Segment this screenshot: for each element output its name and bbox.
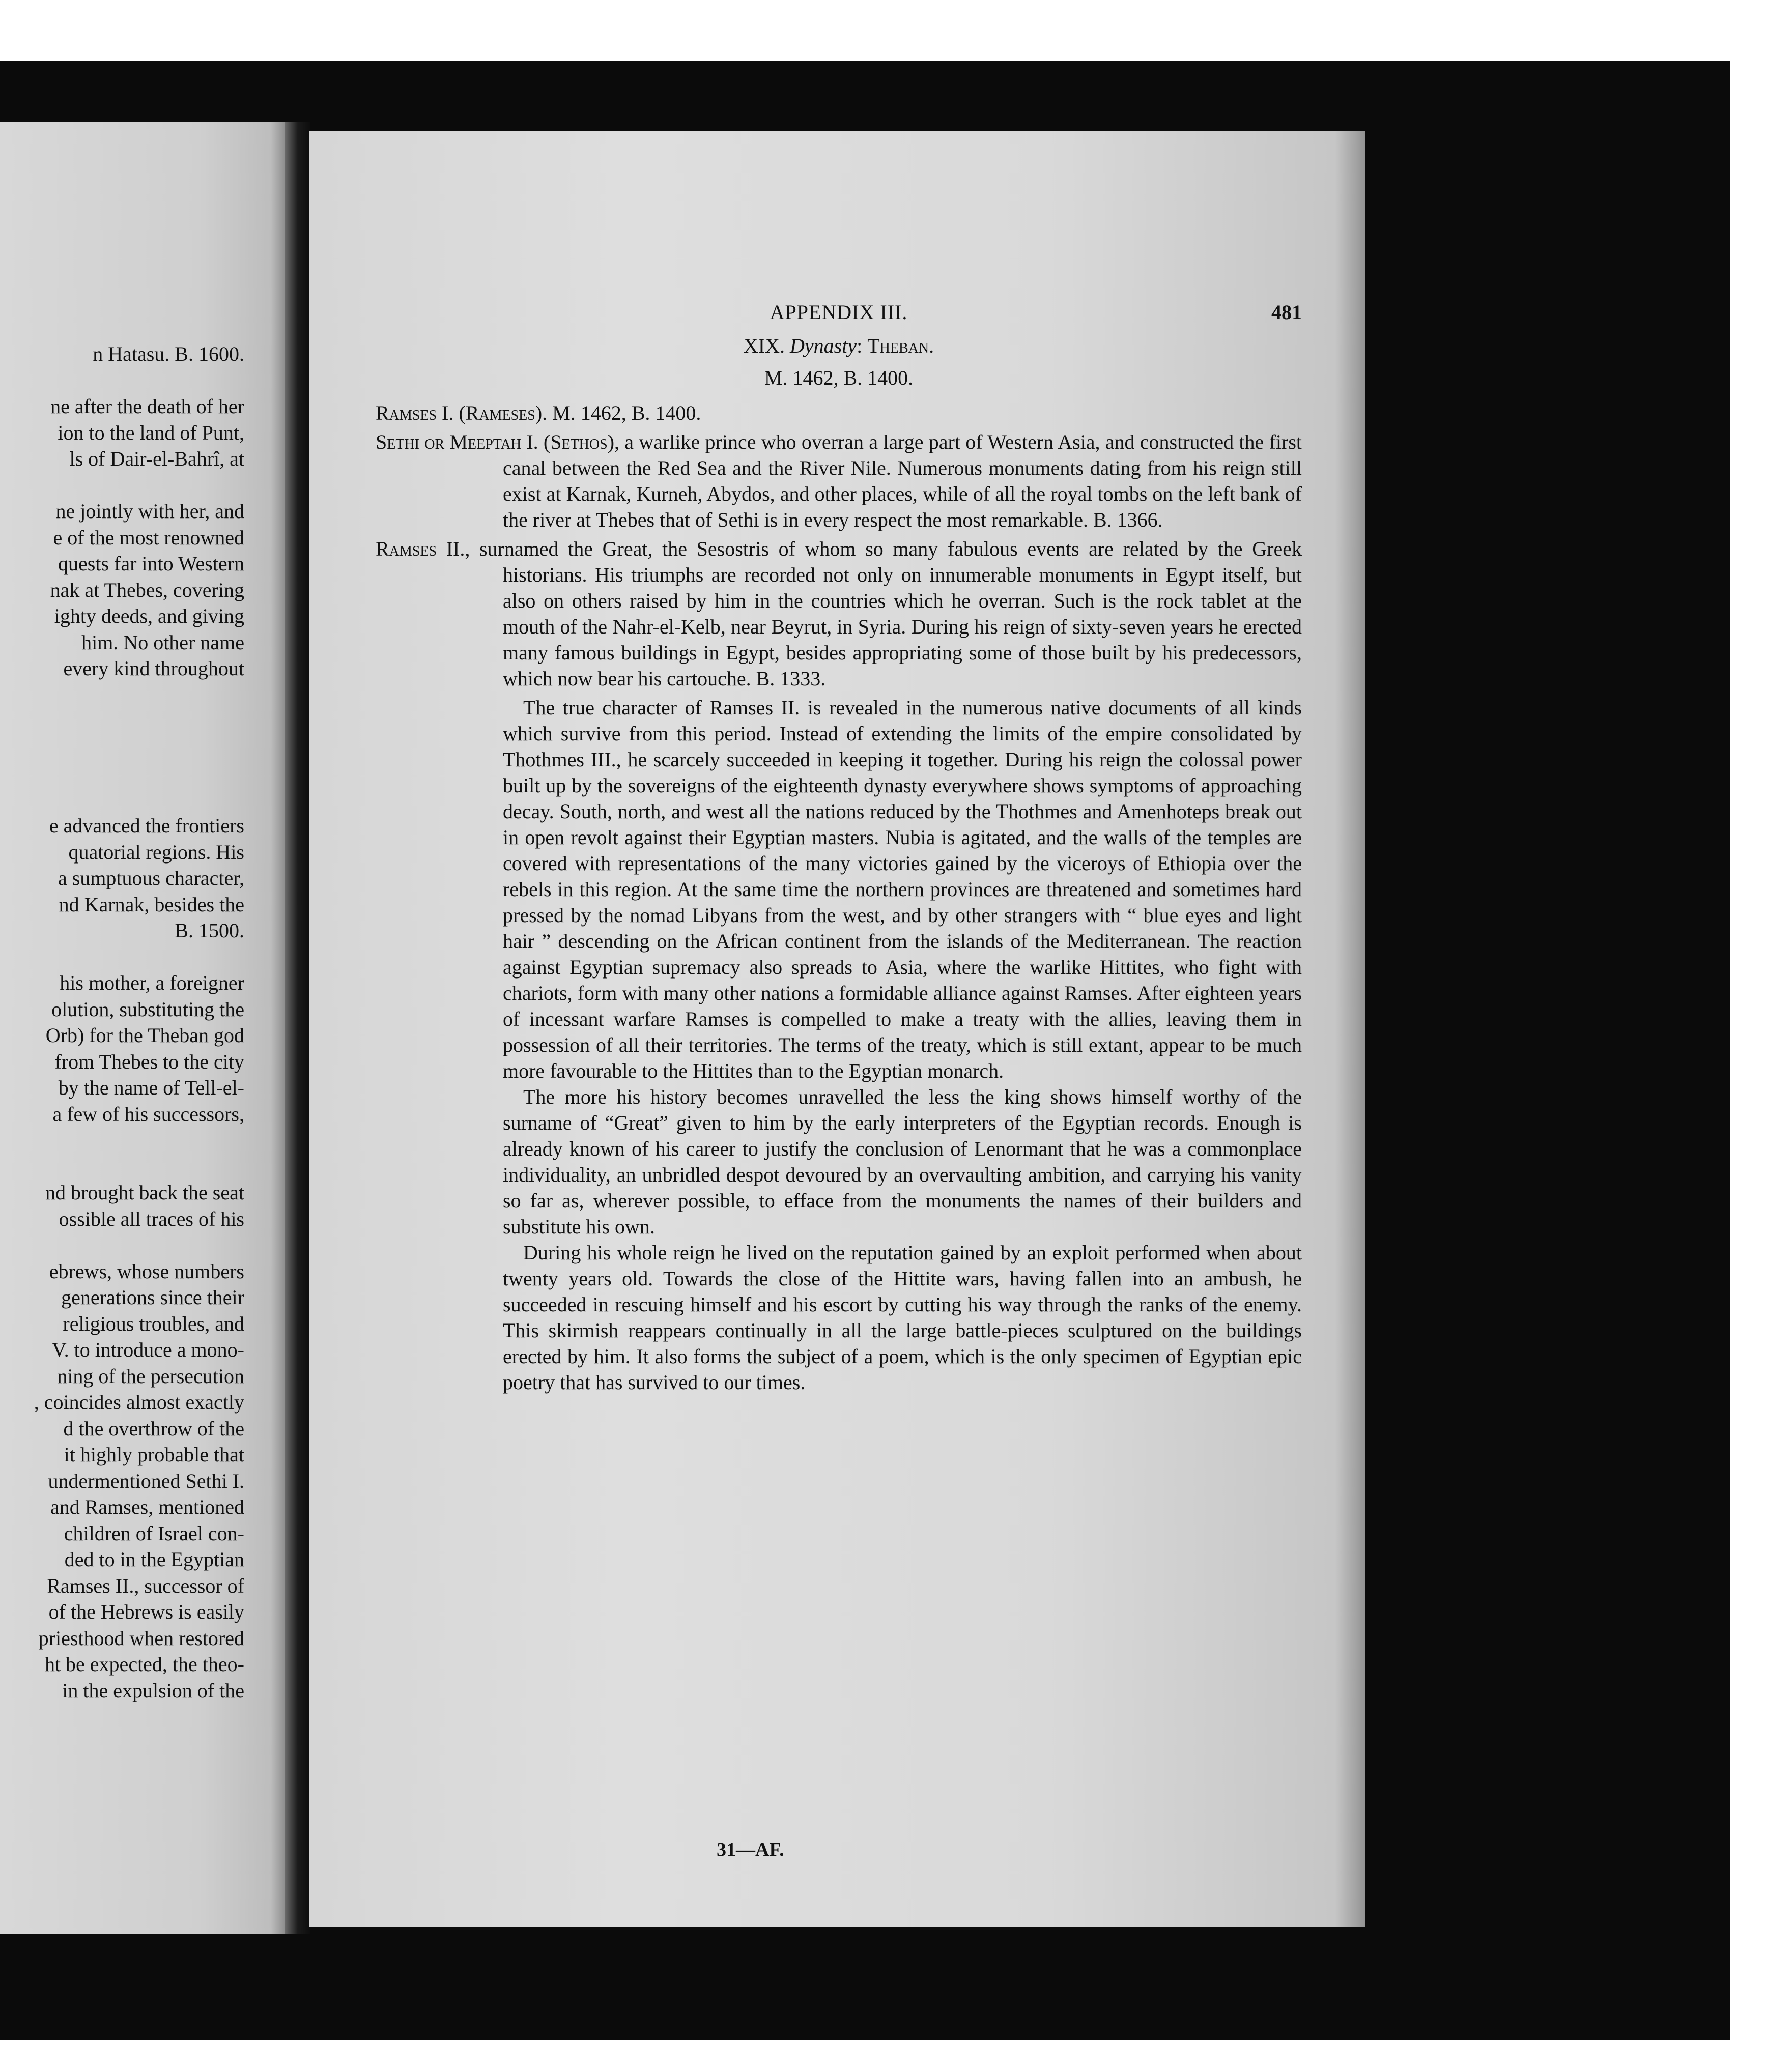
- left-page-line: [0, 734, 244, 761]
- left-page-line: Orb) for the Theban god: [45, 1024, 244, 1047]
- left-page-line: ls of Dair-el-Bahrî, at: [69, 447, 244, 470]
- left-page-line: every kind throughout: [63, 657, 244, 680]
- left-page-line: a few of his successors,: [52, 1102, 244, 1126]
- left-page-line: [0, 1127, 244, 1154]
- page-edge-shadow: [1335, 131, 1365, 1927]
- left-page-line: and Ramses, mentioned: [50, 1495, 244, 1518]
- left-page-line: [0, 367, 244, 394]
- left-page-line: ebrews, whose numbers: [49, 1259, 244, 1283]
- left-page-line: ne after the death of her: [50, 395, 244, 418]
- printer-signature: 31—AF.: [717, 1839, 784, 1860]
- left-page-line: d the overthrow of the: [63, 1417, 244, 1440]
- left-page-line: nd Karnak, besides the: [59, 893, 244, 916]
- page-number: 481: [1271, 301, 1302, 324]
- running-head: [376, 299, 1302, 330]
- left-page-line: quatorial regions. His: [68, 840, 244, 864]
- left-page-line: [0, 682, 244, 708]
- left-page-line: B. 1500.: [175, 919, 244, 942]
- left-page-line: a sumptuous character,: [58, 867, 244, 889]
- right-page: [309, 131, 1365, 1927]
- running-head-title: APPENDIX III.: [770, 301, 908, 324]
- king-description: surnamed the Great, the Sesostris of whom so many fabulous events are related by the Greek historians. His triumphs are recorded not only on innumerable monuments in Egypt itself, but also on others raised by him in the countries which he overran. Such is the rock tablet at the mouth of the Nahr-el-Kelb, near Beyrut, in Syria. During his reign of sixty-seven years he erected many famous buildings in Egypt, besides appropriating some of those built by his predecessors, which now bear his cartouche. B. 1333.: [470, 537, 1302, 690]
- king-description: M. 1462, B. 1400.: [547, 401, 701, 424]
- left-page-line: ht be expected, the theo-: [44, 1653, 244, 1676]
- left-page-line: [0, 472, 244, 499]
- left-page-line: V. to introduce a mono-: [51, 1338, 244, 1361]
- left-page-line: ossible all traces of his: [59, 1207, 244, 1230]
- left-page-line: e advanced the frontiers: [49, 814, 244, 837]
- left-page-lines: [0, 341, 244, 1704]
- left-page-line: nd brought back the seat: [45, 1181, 244, 1204]
- king-entries: [376, 400, 1302, 692]
- left-page-line: of the Hebrews is easily: [48, 1600, 244, 1623]
- left-page-line: n Hatasu. B. 1600.: [93, 342, 244, 365]
- body-paragraph: During his whole reign he lived on the reputation gained by an exploit performed when about twenty years old. Towards the close of the Hittite wars, having fallen into an ambush, he succeeded in rescuing himself and his escort by cutting his way through the ranks of the enemy. This skirmish reappears continually in all the large battle-pieces sculptured on the buildings erected by him. It also forms the subject of a poem, which is the only specimen of Egyptian epic poetry that has survived to our times.: [503, 1241, 1302, 1394]
- left-page-line: his mother, a foreigner: [60, 971, 244, 994]
- left-page-line: , coincides almost exactly: [34, 1391, 244, 1414]
- king-name: Sethi or Meeptah I. (Sethos),: [376, 430, 620, 453]
- king-name: Ramses II.,: [376, 537, 470, 560]
- king-entry: [376, 400, 1302, 426]
- left-page-line: ighty deeds, and giving: [54, 605, 244, 627]
- left-page-line: ion to the land of Punt,: [58, 421, 244, 444]
- body-paragraph: The more his history becomes unravelled the less the king shows himself worthy of the surname of “Great” given to him by the early interpreters of the Egyptian records. Enough is already known of his career to justify the conclusion of Lenormant that he was a commonplace individuality, an unbridled despot devoured by an overvaulting ambition, and carrying his vanity so far as, wherever possible, to efface from the monuments the names of their builders and substitute his own.: [503, 1085, 1302, 1238]
- dynasty-name: Theban.: [867, 334, 934, 357]
- left-page-line: e of the most renowned: [53, 526, 244, 549]
- left-page-line: [0, 1232, 244, 1258]
- left-page-line: Ramses II., successor of: [47, 1574, 244, 1597]
- body-paragraphs: [376, 695, 1302, 1395]
- book-gutter: [285, 122, 310, 1934]
- left-page-line: [0, 708, 244, 734]
- left-page-line: priesthood when restored: [38, 1626, 244, 1650]
- left-page-line: generations since their: [61, 1286, 244, 1309]
- left-page-line: undermentioned Sethi I.: [48, 1469, 244, 1492]
- king-entry: [376, 429, 1302, 533]
- left-page-line: [0, 1154, 244, 1180]
- left-page-line: ded to in the Egyptian: [64, 1548, 244, 1571]
- left-page-line: by the name of Tell-el-: [58, 1076, 244, 1099]
- left-page-line: in the expulsion of the: [62, 1679, 244, 1702]
- left-page-line: [0, 760, 244, 787]
- left-page-line: religious troubles, and: [63, 1312, 244, 1335]
- left-page-line: nak at Thebes, covering: [50, 578, 244, 601]
- left-page-line: ning of the persecution: [57, 1364, 244, 1388]
- left-page-line: him. No other name: [81, 630, 244, 654]
- king-name: Ramses I. (Rameses).: [376, 401, 548, 424]
- left-page-line: olution, substituting the: [51, 997, 244, 1021]
- left-page-line: from Thebes to the city: [54, 1050, 244, 1073]
- page-body: [376, 299, 1302, 1395]
- left-page-fragment: [0, 122, 285, 1934]
- king-description: a warlike prince who overran a large part of Western Asia, and constructed the first canal between the Red Sea and the River Nile. Numerous monuments dating from his reign still exist at Karnak, Kurneh, Abydos, and other places, while of all the royal tombs on the left bank of the river at Thebes that of Sethi is in every respect the most remarkable. B. 1366.: [503, 430, 1302, 531]
- dynasty-dates: M. 1462, B. 1400.: [764, 366, 914, 389]
- left-page-line: [0, 787, 244, 813]
- king-entry: [376, 536, 1302, 692]
- dynasty-heading: XIX. Dynasty: Theban.: [743, 334, 934, 357]
- left-page-line: ne jointly with her, and: [55, 500, 244, 523]
- body-paragraph: The true character of Ramses II. is revealed in the numerous native documents of all kinds which survive from this period. Instead of extending the limits of the empire consolidated by Thothmes III., he scarcely succeeded in keeping it together. During his reign the colossal power built up by the sovereigns of the eighteenth dynasty everywhere shows symptoms of approaching decay. South, north, and west all the nations reduced by the Thothmes and Amenhoteps break out in open revolt against their Egyptian masters. Nubia is agitated, and the walls of the temples are covered with representations of the many victories gained by the viceroys of Ethiopia over the rebels in this region. At the same time the northern provinces are threatened and sometimes hard pressed by the nomad Libyans from the west, and by other strangers with “ blue eyes and light hair ” descending on the African continent from the islands of the Mediterranean. The reaction against Egyptian supremacy also spreads to Asia, where the warlike Hittites, who fight with chariots, form with many other nations a formidable alliance against Ramses. After eighteen years of incessant warfare Ramses is compelled to make a treaty with the allies, leaving them in possession of all their territories. The terms of the treaty, which is still extant, appear to be much more favourable to the Hittites than to the Egyptian monarch.: [503, 696, 1302, 1082]
- dynasty-label: Dynasty: [790, 334, 857, 357]
- dynasty-roman: XIX.: [743, 334, 785, 357]
- left-page-line: it highly probable that: [64, 1443, 244, 1466]
- left-page-line: children of Israel con-: [64, 1521, 244, 1545]
- left-page-line: quests far into Western: [58, 552, 244, 575]
- left-page-line: [0, 944, 244, 970]
